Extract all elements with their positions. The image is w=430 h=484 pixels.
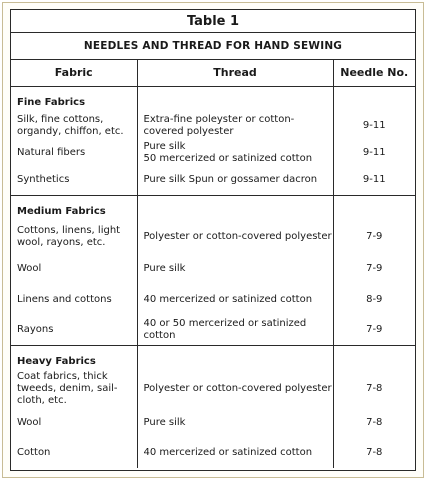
table-row [11,254,415,284]
fabric-cell: Wool [17,417,42,428]
group-needle-blank [333,87,415,112]
group-thread-blank [137,87,333,112]
needle-cell: 7-8 [333,408,415,438]
thread-cell: Pure silk Spun or gossamer dacron [137,165,333,195]
header-thread: Thread [137,60,333,87]
needle-cell: 9-11 [333,141,415,165]
thread-cell: Polyester or cotton-covered polyester [137,370,333,408]
needle-cell: 7-9 [333,254,415,284]
table-container [10,9,416,471]
thread-cell: 40 mercerized or satinized cotton [137,438,333,468]
needle-cell: 9-11 [333,165,415,195]
header-needle: Needle No. [333,60,415,87]
group-thread-blank [137,346,333,371]
table-row [11,408,415,438]
thread-cell: Extra-fine poleyster or cotton-covered polyester [137,111,333,141]
thread-cell: 40 mercerized or satinized cotton [137,284,333,316]
fabric-cell: Rayons [17,324,54,336]
group-needle-blank [333,346,415,371]
table-row [11,284,415,316]
thread-cell: 40 or 50 mercerized or satinized cotton [137,316,333,346]
fabric-cell: Synthetics [17,173,70,185]
header-row [11,60,415,87]
fabric-cell: Wool [17,262,42,274]
table-row [11,220,415,254]
table-subtitle: NEEDLES AND THREAD FOR HAND SEWING [11,33,415,60]
thread-cell: Polyester or cotton-covered polyester [137,220,333,254]
table-frame [2,2,424,478]
header-fabric: Fabric [11,60,137,87]
thread-cell: Pure silk [137,254,333,284]
needle-cell: 7-8 [333,438,415,468]
table-body [11,87,415,469]
group-label: Fine Fabrics [17,97,86,108]
table-row [11,370,415,408]
table-row [11,111,415,141]
group-label: Medium Fabrics [11,195,137,220]
group-needle-blank [333,195,415,220]
needle-cell: 7-8 [333,370,415,408]
sewing-table [11,60,415,468]
table-row [11,316,415,346]
thread-cell: Pure silk [137,408,333,438]
fabric-cell: Linens and cottons [17,293,112,305]
needle-cell: 8-9 [333,284,415,316]
fabric-cell: Cottons, linens, light wool, rayons, etc. [17,224,121,248]
table-title: Table 1 [11,10,415,33]
group-row [11,195,415,220]
group-row [11,346,415,371]
fabric-cell: Cotton [17,447,51,458]
table-row [11,438,415,468]
group-label: Heavy Fabrics [11,346,137,371]
needle-cell: 7-9 [333,316,415,346]
needle-cell: 9-11 [333,111,415,141]
table-row [11,165,415,195]
fabric-cell: Natural fibers [17,147,86,158]
group-row [11,87,415,112]
fabric-cell: Silk, fine cottons, organdy, chiffon, etc. [17,114,124,137]
table-row [11,141,415,165]
fabric-cell: Coat fabrics, thick tweeds, denim, sail-cloth, etc. [17,371,118,406]
thread-cell: Pure silk 50 mercerized or satinized cotton [137,141,333,165]
needle-cell: 7-9 [333,220,415,254]
group-thread-blank [137,195,333,220]
